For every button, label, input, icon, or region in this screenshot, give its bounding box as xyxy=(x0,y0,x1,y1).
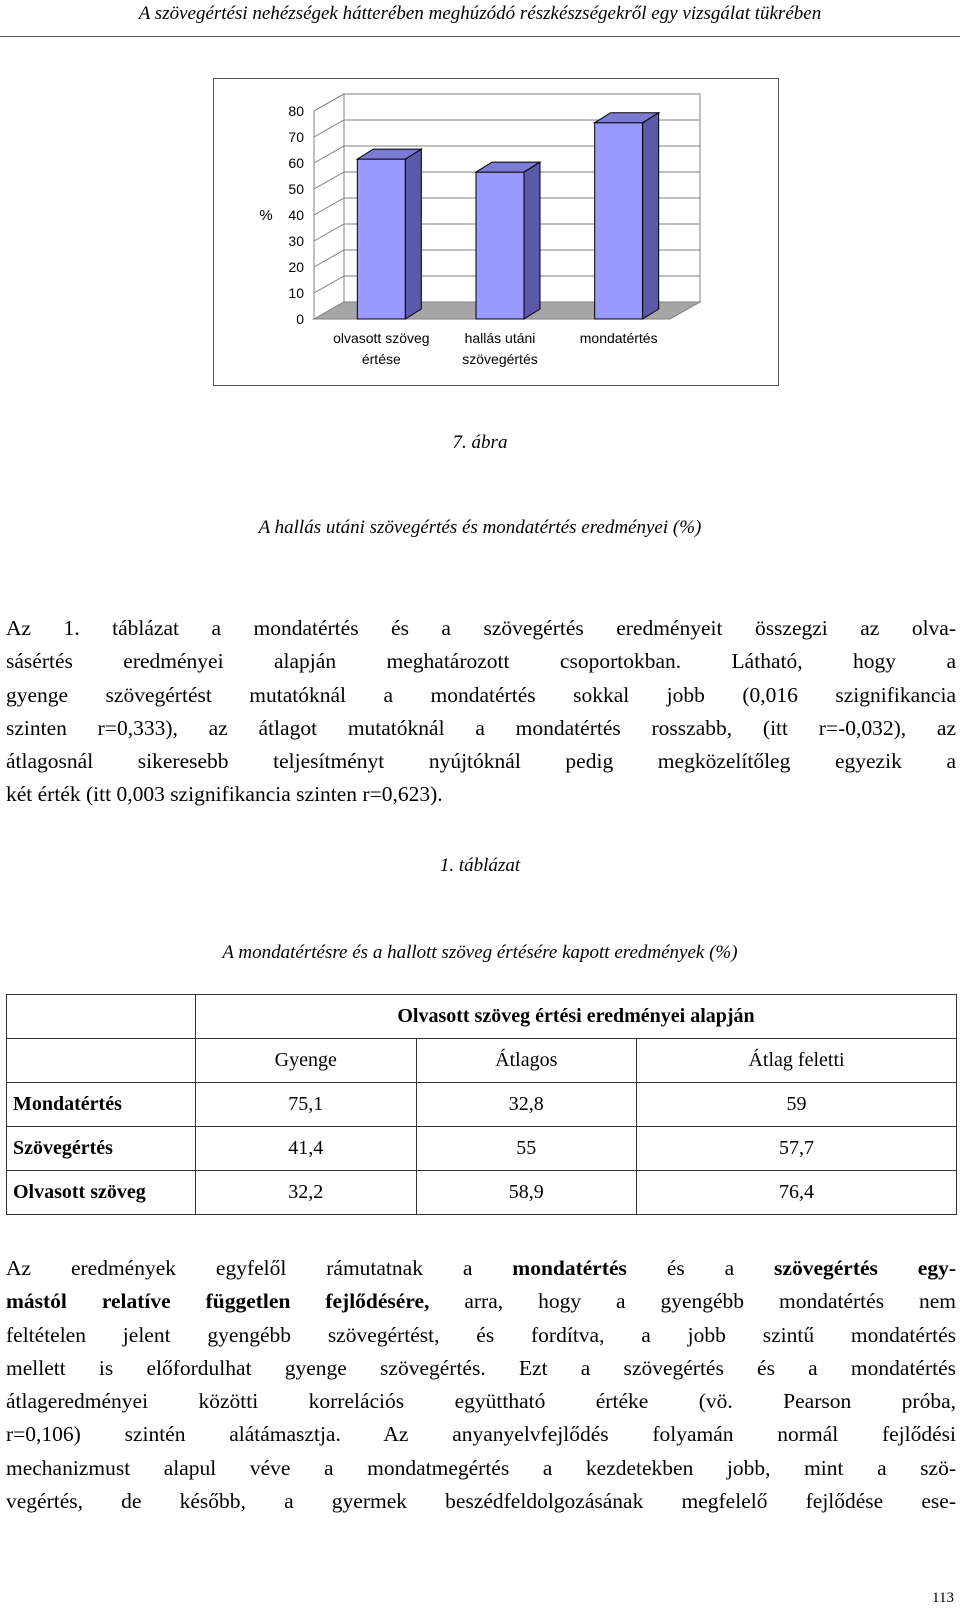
table-cell: 58,9 xyxy=(416,1171,637,1215)
results-table xyxy=(6,994,957,1215)
column-header: Gyenge xyxy=(196,1039,417,1083)
table-cell: 75,1 xyxy=(196,1083,417,1127)
page-number: 113 xyxy=(932,1590,954,1606)
column-header: Átlag feletti xyxy=(637,1039,957,1083)
table-group-header-row xyxy=(7,995,957,1039)
y-tick-label: 70 xyxy=(288,129,304,145)
paragraph-1-line: szinten r=0,333), az átlagot mutatóknál a mondatértés rosszabb, (itt r=-0,032), az xyxy=(6,715,956,740)
y-tick-label: 30 xyxy=(288,233,304,249)
paragraph-2-text: és a xyxy=(626,1256,775,1280)
y-tick-label: 80 xyxy=(288,103,304,119)
y-tick-label: 20 xyxy=(288,259,304,275)
table-cell: 59 xyxy=(637,1083,957,1127)
table-corner-cell xyxy=(7,995,196,1039)
figure-label: 7. ábra xyxy=(452,432,508,453)
paragraph-2-line xyxy=(6,1252,956,1285)
emphasis-fuggetlen: mástól relatíve független fejlődésére, xyxy=(6,1289,430,1314)
paragraph-1-line: sásértés eredményei alapján meghatározott csoportokban. Látható, hogy a xyxy=(6,649,956,674)
bar xyxy=(476,172,524,319)
table-column-header-row xyxy=(7,1039,957,1083)
paragraph-2-line: vegértés, de később, a gyermek beszédfeldolgozásának megfelelő fejlődése ese- xyxy=(6,1489,956,1514)
paragraph-1 xyxy=(6,612,956,812)
table-label: 1. táblázat xyxy=(439,855,521,876)
table-row xyxy=(7,1127,957,1171)
table-caption: A mondatértésre és a hallott szöveg értésére kapott eredmények (%) xyxy=(222,942,738,963)
x-tick-label: szövegértés xyxy=(462,351,538,367)
table-row xyxy=(7,1083,957,1127)
emphasis-szovegertes: szövegértés egy- xyxy=(774,1256,956,1280)
paragraph-2 xyxy=(6,1252,956,1518)
row-header: Szövegértés xyxy=(7,1127,196,1171)
x-tick-label: olvasott szöveg xyxy=(333,330,430,346)
y-axis-label: % xyxy=(259,207,273,224)
column-header: Átlagos xyxy=(416,1039,637,1083)
bar xyxy=(595,123,643,319)
table-corner-cell xyxy=(7,1039,196,1083)
row-header: Mondatértés xyxy=(7,1083,196,1127)
table-cell: 57,7 xyxy=(637,1127,957,1171)
running-title: A szövegértési nehézségek hátterében meghúzódó részkészségekről egy vizsgálat tükrében xyxy=(138,3,822,24)
paragraph-1-line: Az 1. táblázat a mondatértés és a szövegértés eredményeit összegzi az olva- xyxy=(6,616,956,640)
paragraph-2-text: Az eredmények egyfelől rámutatnak a xyxy=(6,1256,513,1280)
bar-side xyxy=(405,149,421,319)
figure-caption: A hallás utáni szövegértés és mondatértés eredményei (%) xyxy=(258,517,702,538)
table-row xyxy=(7,1171,957,1215)
table-cell: 32,8 xyxy=(416,1083,637,1127)
row-header: Olvasott szöveg xyxy=(7,1171,196,1215)
paragraph-1-line: két érték (itt 0,003 szignifikancia szinten r=0,623). xyxy=(6,782,443,807)
table-group-header: Olvasott szöveg értési eredményei alapján xyxy=(196,995,957,1039)
paragraph-2-line: feltételen jelent gyengébb szövegértést, és fordítva, a jobb szintű mondatértés xyxy=(6,1322,956,1347)
table-cell: 55 xyxy=(416,1127,637,1171)
x-tick-label: hallás utáni xyxy=(464,330,536,346)
bar-chart-svg xyxy=(214,79,778,385)
paragraph-2-line: átlageredményei közötti korrelációs együttható értéke (vö. Pearson próba, xyxy=(6,1389,956,1414)
y-tick-label: 40 xyxy=(288,207,304,223)
paragraph-1-line: gyenge szövegértést mutatóknál a mondatértés sokkal jobb (0,016 szignifikancia xyxy=(6,682,956,707)
y-tick-label: 10 xyxy=(288,285,304,301)
x-tick-label: mondatértés xyxy=(579,330,658,346)
running-header xyxy=(0,0,960,37)
paragraph-2-line xyxy=(6,1285,956,1318)
bar-chart xyxy=(213,78,779,386)
emphasis-mondatertes: mondatértés xyxy=(512,1256,627,1280)
paragraph-1-line: átlagosnál sikeresebb teljesítményt nyújtóknál pedig megközelítőleg egyezik a xyxy=(6,749,956,774)
table-cell: 41,4 xyxy=(196,1127,417,1171)
x-tick-label: értése xyxy=(361,351,401,367)
paragraph-2-line: mellett is előfordulhat gyenge szövegértés. Ezt a szövegértés és a mondatértés xyxy=(6,1355,956,1380)
bar-side xyxy=(524,162,540,319)
y-tick-label: 50 xyxy=(288,181,304,197)
y-tick-label: 0 xyxy=(296,311,304,327)
y-tick-label: 60 xyxy=(288,155,304,171)
table-cell: 76,4 xyxy=(637,1171,957,1215)
bar-side xyxy=(643,113,659,319)
paragraph-2-text: arra, hogy a gyengébb mondatértés nem xyxy=(429,1289,957,1314)
paragraph-2-line: mechanizmust alapul véve a mondatmegértés a kezdetekben jobb, mint a szö- xyxy=(6,1455,956,1480)
paragraph-2-line: r=0,106) szintén alátámasztja. Az anyanyelvfejlődés folyamán normál fejlődési xyxy=(6,1422,956,1447)
table-cell: 32,2 xyxy=(196,1171,417,1215)
bar xyxy=(357,159,405,319)
